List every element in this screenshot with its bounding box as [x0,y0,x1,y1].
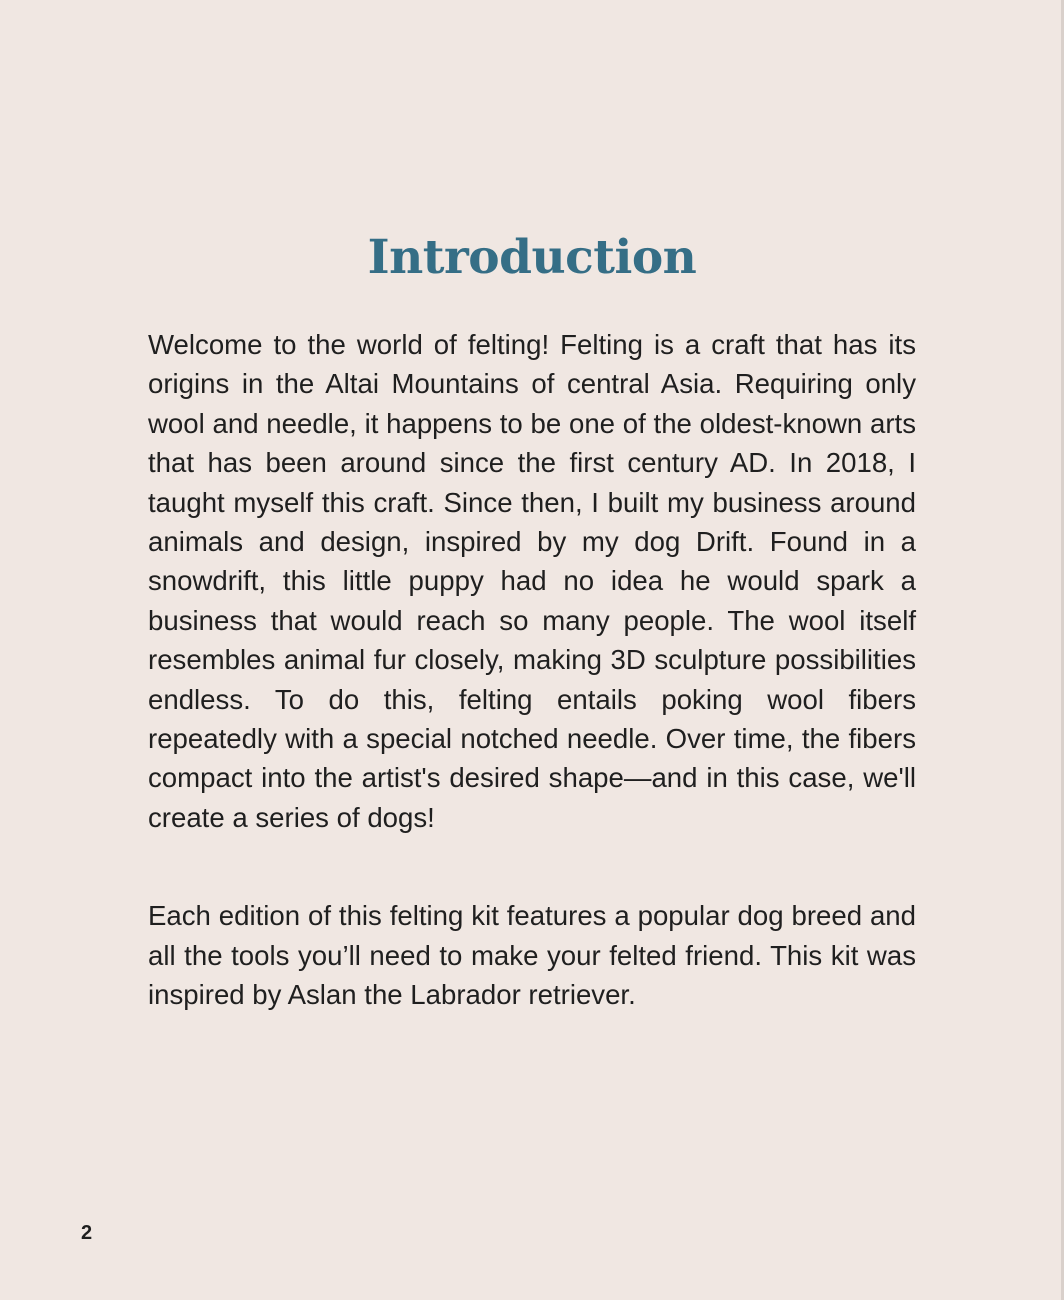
page-title: Introduction [367,230,697,285]
page-number: 2 [81,1222,93,1244]
paragraph-kit: Each edition of this felting kit features a popular dog breed and all the tools you’ll need to make your felted friend. This kit was inspired by Aslan the Labrador retriever. [148,900,916,1011]
body-text [148,325,916,1015]
paragraph-intro: Welcome to the world of felting! Felting is a craft that has its origins in the Altai Mountains of central Asia. Requiring only wool and needle, it happens to be one of the oldest-known arts that has been around since the first century AD. In 2018, I taught myself this craft. Since then, I built my business around animals and design, inspired by my dog Drift. Found in a snowdrift, this little puppy had no idea he would spark a business that would reach so many people. The wool itself resembles animal fur closely, making 3D sculpture possibilities endless. To do this, felting entails poking wool fibers repeatedly with a special notched needle. Over time, the fibers compact into the artist's desired shape—and in this case, we'll create a series of dogs! [148,329,916,833]
